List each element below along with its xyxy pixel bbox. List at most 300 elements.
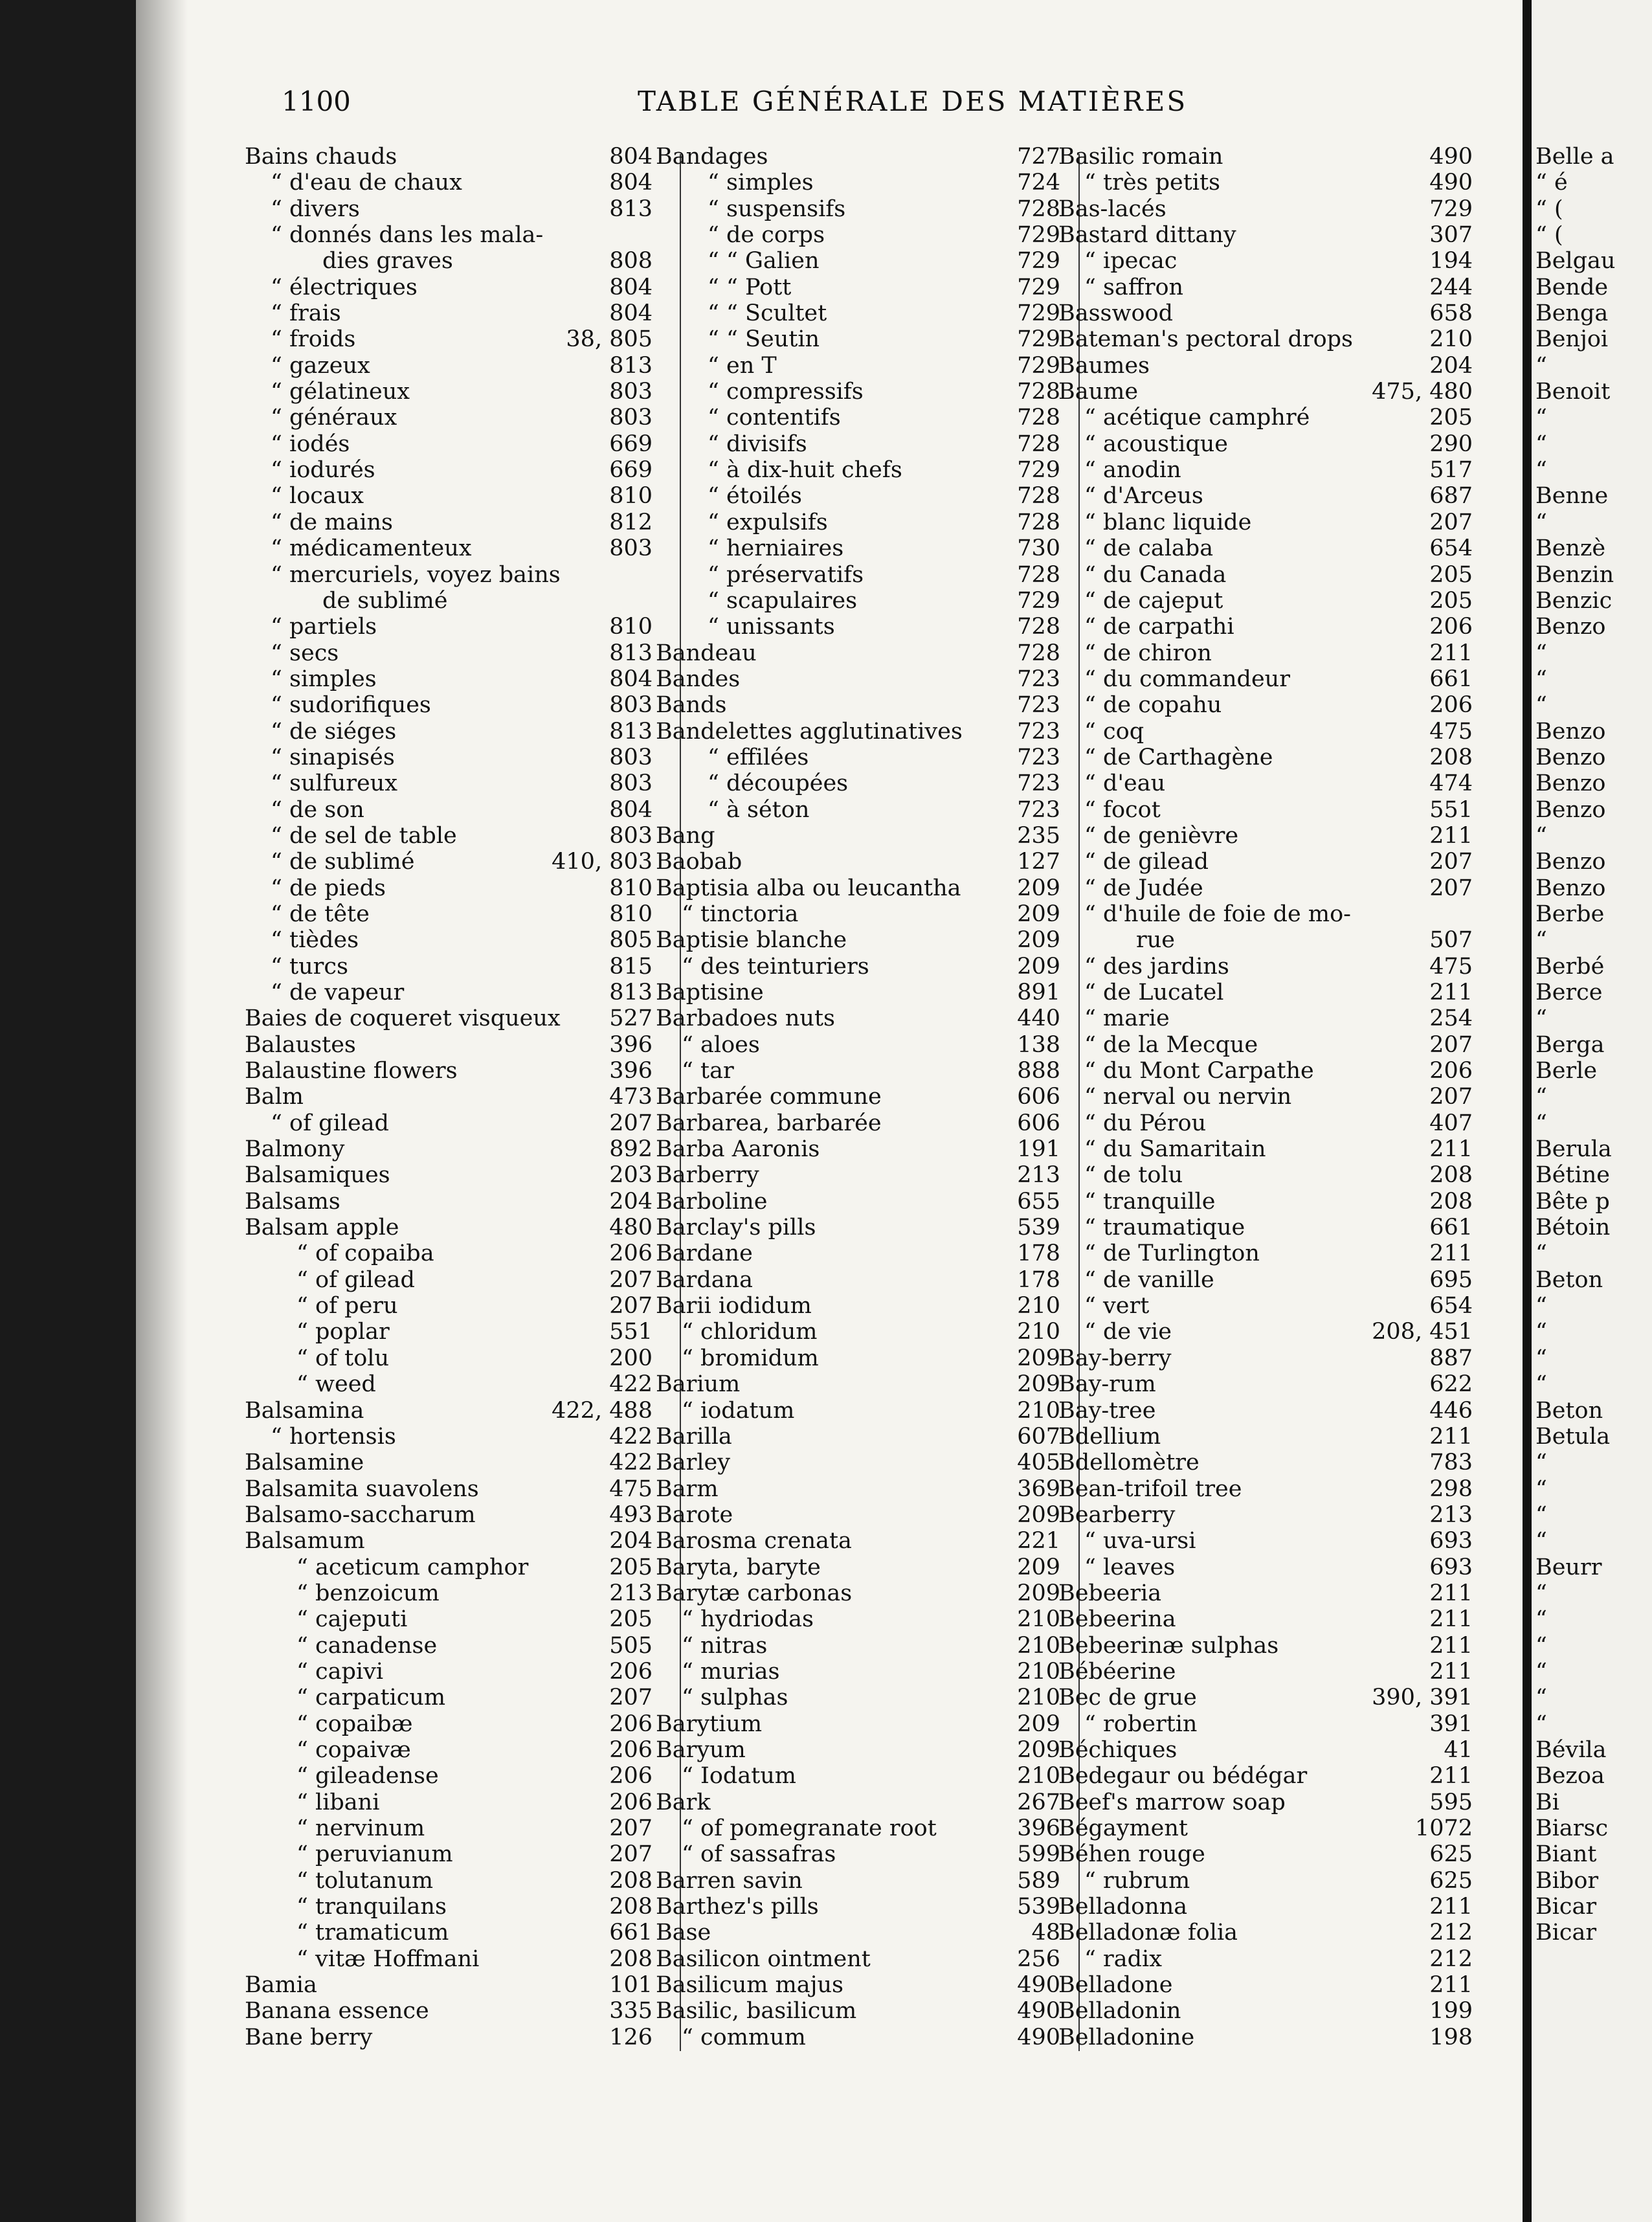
index-entry-term: “ de carpathi	[1084, 614, 1234, 640]
index-entry	[245, 379, 653, 405]
index-entry	[656, 1398, 1060, 1424]
index-entry	[245, 588, 653, 614]
index-entry	[245, 980, 653, 1005]
index-entry-term: “ très petits	[1084, 170, 1221, 196]
index-entry-pages: 804	[609, 796, 653, 823]
index-entry-pages: 198	[1429, 2024, 1473, 2050]
index-entry-pages: 209	[1017, 1371, 1060, 1398]
index-entry-term: “ du commandeur	[1084, 666, 1290, 692]
index-entry-pages: 207	[1429, 1031, 1473, 1058]
index-entry	[1058, 719, 1473, 745]
next-page-fragment: “	[1535, 1005, 1547, 1032]
index-entry-pages: 209	[1017, 875, 1060, 901]
index-entry-term: Balaustine flowers	[245, 1058, 458, 1084]
index-entry	[245, 1424, 653, 1450]
index-entry-pages: 207	[1429, 875, 1473, 901]
index-entry-pages: 208	[609, 1894, 653, 1920]
index-entry-term: Baume	[1058, 379, 1139, 405]
index-entry-term: “ libani	[296, 1789, 380, 1815]
index-entry	[245, 1215, 653, 1240]
next-page-fragment: Benzo	[1535, 718, 1606, 745]
next-page-fragment: Benzo	[1535, 796, 1606, 823]
index-entry-term: “ gileadense	[296, 1763, 439, 1790]
index-entry-term: “ turcs	[271, 953, 348, 980]
index-entry-term: “ tranquille	[1084, 1188, 1216, 1215]
index-entry	[1058, 1894, 1473, 1920]
index-entry-pages: 211	[1429, 1763, 1473, 1790]
next-page-fragment: “	[1535, 1658, 1547, 1685]
index-entry-term: “ canadense	[296, 1632, 438, 1659]
index-entry-pages: 475, 480	[1372, 379, 1473, 405]
index-entry-term: “ aceticum camphor	[296, 1554, 529, 1580]
index-entry-term: Bedegaur ou bédégar	[1058, 1763, 1308, 1790]
index-entry-pages: 810	[609, 614, 653, 640]
index-entry	[656, 1998, 1060, 2024]
next-page-fragment: Bezoa	[1535, 1763, 1605, 1790]
index-entry-pages: 235	[1017, 822, 1060, 849]
index-entry-term: “ de Carthagène	[1084, 744, 1273, 770]
index-entry-term: “ radix	[1084, 1946, 1162, 1972]
index-entry-pages: 589	[1017, 1867, 1060, 1894]
index-entry-term: Belladonine	[1058, 2024, 1195, 2050]
index-entry	[245, 431, 653, 457]
index-entry-pages: 207	[609, 1293, 653, 1319]
index-entry-term: Balsamita suavolens	[245, 1476, 479, 1502]
next-page-fragment: Beurr	[1535, 1554, 1602, 1580]
index-entry-pages: 490	[1429, 144, 1473, 170]
index-entry-pages: 729	[1429, 196, 1473, 222]
index-entry-pages: 729	[1017, 248, 1060, 275]
index-entry	[245, 562, 653, 588]
index-entry-pages: 493	[609, 1501, 653, 1528]
index-entry-pages: 199	[1429, 1998, 1473, 2025]
index-entry-pages: 210	[1429, 326, 1473, 353]
index-entry	[245, 1502, 653, 1528]
next-page-fragment: Biarsc	[1535, 1815, 1609, 1841]
index-entry-term: “ poplar	[296, 1319, 390, 1345]
index-entry	[656, 405, 1060, 431]
index-entry-term: “ du Canada	[1084, 561, 1227, 588]
index-entry-term: Bateman's pectoral drops	[1058, 326, 1354, 353]
index-entry	[1058, 901, 1473, 927]
index-entry-pages: 211	[1429, 1136, 1473, 1163]
index-entry-term: “ tolutanum	[296, 1867, 434, 1894]
index-entry	[656, 562, 1060, 588]
index-entry	[1058, 431, 1473, 457]
next-page-fragment: Bétine	[1535, 1162, 1610, 1189]
index-entry-term: Belladonin	[1058, 1998, 1181, 2025]
index-entry	[1058, 1293, 1473, 1319]
index-entry-term: “ de Judée	[1084, 875, 1203, 901]
index-entry-term: “ d'huile de foie de mo-	[1084, 901, 1351, 927]
index-entry	[1058, 1424, 1473, 1450]
index-entry	[656, 692, 1060, 718]
index-entry	[656, 1424, 1060, 1450]
index-entry-pages: 207	[1429, 849, 1473, 875]
index-entry	[1058, 927, 1473, 953]
index-entry-term: “ iodés	[271, 431, 350, 457]
index-entry-term: Béchiques	[1058, 1736, 1178, 1763]
index-entry-term: “ découpées	[708, 770, 849, 797]
index-entry-pages: 178	[1017, 1266, 1060, 1293]
index-entry-term: Balm	[245, 1084, 304, 1110]
index-entry	[1058, 770, 1473, 796]
index-entry	[245, 1998, 653, 2024]
index-entry	[1058, 1841, 1473, 1867]
next-page-fragment: “	[1535, 640, 1547, 666]
index-entry-term: “ frais	[271, 300, 341, 327]
index-entry	[245, 927, 653, 953]
index-entry-pages: 307	[1429, 222, 1473, 249]
index-entry	[245, 1398, 653, 1424]
index-entry-pages: 729	[1017, 274, 1060, 300]
index-entry-term: “ médicamenteux	[271, 535, 472, 562]
next-page-fragment: Bi	[1535, 1789, 1559, 1815]
next-page-fragment: “	[1535, 1319, 1547, 1345]
index-entry-term: “ de pieds	[271, 875, 386, 901]
index-entry	[1058, 1398, 1473, 1424]
index-entry-term: “ tar	[682, 1058, 734, 1084]
index-column-1	[245, 144, 653, 2050]
index-entry-pages: 221	[1017, 1528, 1060, 1554]
index-entry	[1058, 588, 1473, 614]
index-entry	[245, 326, 653, 352]
index-entry-pages: 207	[1429, 1084, 1473, 1110]
index-entry	[1058, 379, 1473, 405]
index-entry-term: Baies de coqueret visqueux	[245, 1005, 561, 1032]
index-entry-pages: 213	[1017, 1162, 1060, 1189]
index-entry	[1058, 1136, 1473, 1162]
index-entry	[656, 1815, 1060, 1841]
index-entry-term: “ copaivæ	[296, 1736, 411, 1763]
index-entry-term: Bearberry	[1058, 1501, 1176, 1528]
index-entry	[1058, 666, 1473, 692]
index-entry-term: “ coq	[1084, 718, 1144, 745]
index-entry-term: Bandelettes agglutinatives	[656, 718, 963, 745]
index-entry-pages: 126	[609, 2024, 653, 2050]
index-entry-term: “ traumatique	[1084, 1215, 1245, 1241]
next-page-fragment: Bête p	[1535, 1188, 1610, 1215]
index-entry-term: Bas-lacés	[1058, 196, 1166, 222]
index-entry-pages: 210	[1017, 1685, 1060, 1711]
index-entry	[245, 483, 653, 509]
index-entry-pages: 551	[609, 1319, 653, 1345]
index-entry	[245, 1267, 653, 1293]
index-entry-term: Béhen rouge	[1058, 1841, 1205, 1868]
next-page-fragment: “	[1535, 457, 1547, 484]
index-entry-term: Barosma crenata	[656, 1528, 852, 1554]
index-entry-pages: 208	[1429, 1162, 1473, 1189]
index-entry	[656, 379, 1060, 405]
index-entry	[245, 1058, 653, 1084]
index-entry-pages: 723	[1017, 718, 1060, 745]
index-entry-term: Bébéerine	[1058, 1658, 1176, 1685]
page-title: TABLE GÉNÉRALE DES MATIÈRES	[638, 85, 1188, 117]
index-entry-term: “ d'Arceus	[1084, 483, 1203, 510]
index-entry-term: “ électriques	[271, 274, 418, 300]
index-entry	[245, 1894, 653, 1920]
index-entry-term: dies graves	[322, 248, 453, 275]
index-entry	[1058, 1868, 1473, 1894]
index-entry-pages: 803	[609, 744, 653, 770]
index-entry-term: Balsamina	[245, 1397, 364, 1424]
next-page-fragment: Beton	[1535, 1397, 1603, 1424]
index-entry-pages: 803	[609, 535, 653, 562]
index-entry-pages: 209	[1017, 1711, 1060, 1737]
index-entry-term: “ de calaba	[1084, 535, 1214, 562]
index-entry-term: “ simples	[271, 666, 377, 692]
index-entry	[656, 1110, 1060, 1136]
index-entry	[1058, 405, 1473, 431]
index-entry	[245, 196, 653, 222]
index-entry-pages: 815	[609, 953, 653, 980]
index-entry-pages: 407	[1429, 1110, 1473, 1136]
index-entry	[656, 954, 1060, 980]
index-entry	[245, 1084, 653, 1110]
index-entry-pages: 369	[1017, 1476, 1060, 1502]
index-entry	[245, 719, 653, 745]
index-entry	[1058, 275, 1473, 300]
index-entry-pages: 38, 805	[566, 326, 653, 353]
index-entry-pages: 723	[1017, 796, 1060, 823]
index-entry	[656, 1005, 1060, 1031]
index-entry-pages: 891	[1017, 980, 1060, 1005]
index-entry-pages: 783	[1429, 1450, 1473, 1476]
page-divider	[1523, 0, 1532, 2222]
index-entry-term: “ benzoicum	[296, 1580, 440, 1606]
index-entry-term: Bdellomètre	[1058, 1450, 1200, 1476]
index-entry	[245, 353, 653, 379]
index-entry-term: “ de corps	[708, 222, 825, 249]
index-entry	[656, 1189, 1060, 1215]
index-entry-pages: 211	[1429, 1606, 1473, 1633]
index-entry	[656, 457, 1060, 483]
index-entry	[245, 1189, 653, 1215]
index-entry-term: “ marie	[1084, 1005, 1170, 1032]
index-entry-term: “ sudorifiques	[271, 692, 431, 719]
index-entry-pages: 728	[1017, 405, 1060, 431]
index-entry	[245, 275, 653, 300]
index-entry	[245, 954, 653, 980]
index-entry	[656, 901, 1060, 927]
index-entry-pages: 211	[1429, 980, 1473, 1005]
index-entry	[656, 431, 1060, 457]
index-entry-pages: 207	[609, 1841, 653, 1868]
index-entry-term: “ “ Seutin	[708, 326, 820, 353]
index-entry	[245, 510, 653, 535]
index-entry	[1058, 300, 1473, 326]
index-entry	[656, 222, 1060, 248]
index-entry-pages: 200	[609, 1345, 653, 1371]
index-entry-term: “ chloridum	[682, 1319, 818, 1345]
index-entry	[245, 797, 653, 823]
index-entry-term: “ of sassafras	[682, 1841, 836, 1868]
next-page-fragment: Benjoi	[1535, 326, 1609, 353]
index-entry-pages: 606	[1017, 1084, 1060, 1110]
index-entry-pages: 654	[1429, 535, 1473, 562]
index-entry-pages: 422	[609, 1450, 653, 1476]
index-entry	[1058, 954, 1473, 980]
index-entry	[245, 614, 653, 640]
index-entry-term: de sublimé	[322, 587, 448, 614]
index-entry	[245, 1293, 653, 1319]
index-entry-term: “ d'eau	[1084, 770, 1166, 797]
index-entry	[656, 1711, 1060, 1737]
index-entry-pages: 290	[1429, 431, 1473, 457]
index-entry	[1058, 457, 1473, 483]
index-entry	[245, 1790, 653, 1815]
index-entry-term: Balsamine	[245, 1450, 364, 1476]
index-entry-term: “ nerval ou nervin	[1084, 1084, 1292, 1110]
index-entry-pages: 661	[1429, 666, 1473, 692]
index-entry	[1058, 1633, 1473, 1659]
index-entry-pages: 211	[1429, 1894, 1473, 1920]
index-entry-pages: 205	[1429, 561, 1473, 588]
index-entry-pages: 211	[1429, 1240, 1473, 1267]
index-entry	[245, 1032, 653, 1058]
index-entry-pages: 658	[1429, 300, 1473, 327]
index-entry-pages: 599	[1017, 1841, 1060, 1868]
index-entry	[1058, 1371, 1473, 1397]
index-entry-term: Balsamiques	[245, 1162, 390, 1189]
index-entry	[656, 588, 1060, 614]
index-entry-pages: 256	[1017, 1946, 1060, 1972]
index-entry	[245, 1868, 653, 1894]
next-page-fragment: Belgau	[1535, 248, 1616, 275]
index-entry	[245, 1815, 653, 1841]
index-entry	[656, 1476, 1060, 1502]
index-entry	[656, 1868, 1060, 1894]
index-entry-term: “ de Turlington	[1084, 1240, 1260, 1267]
index-entry-term: “ of pomegranate root	[682, 1815, 937, 1841]
index-entry	[1058, 1476, 1473, 1502]
index-entry-term: Basilic romain	[1058, 144, 1223, 170]
index-entry-pages: 723	[1017, 666, 1060, 692]
index-entry-term: Balsam apple	[245, 1215, 399, 1241]
index-entry-pages: 804	[609, 170, 653, 196]
index-entry-term: “ sinapisés	[271, 744, 395, 770]
index-entry-term: Balsamum	[245, 1528, 365, 1554]
index-entry-pages: 728	[1017, 379, 1060, 405]
index-entry	[1058, 144, 1473, 170]
index-entry	[245, 405, 653, 431]
index-entry	[656, 1554, 1060, 1580]
next-page-edge	[1532, 0, 1652, 2222]
index-entry-term: “ froids	[271, 326, 356, 353]
index-entry-term: “ tramaticum	[296, 1920, 449, 1946]
index-entry-pages: 723	[1017, 770, 1060, 797]
index-entry	[1058, 1215, 1473, 1240]
index-entry-pages: 723	[1017, 692, 1060, 719]
index-entry-pages: 655	[1017, 1188, 1060, 1215]
index-entry	[1058, 875, 1473, 901]
next-page-fragment: “	[1535, 1371, 1547, 1398]
index-entry-term: “ de sel de table	[271, 822, 457, 849]
index-entry-pages: 813	[609, 718, 653, 745]
index-entry-pages: 205	[1429, 405, 1473, 431]
index-entry-pages: 208, 451	[1372, 1319, 1473, 1345]
index-entry	[245, 222, 653, 248]
index-entry	[1058, 1162, 1473, 1188]
index-entry-term: “ unissants	[708, 614, 835, 640]
index-entry-term: “ “ Scultet	[708, 300, 827, 327]
index-entry	[1058, 1005, 1473, 1031]
index-entry	[1058, 1345, 1473, 1371]
index-entry-pages: 206	[1429, 614, 1473, 640]
index-entry-term: “ divers	[271, 196, 360, 222]
index-entry-pages: 396	[609, 1031, 653, 1058]
index-entry-term: Bebeeria	[1058, 1580, 1162, 1606]
index-entry	[1058, 510, 1473, 535]
index-entry-term: Basilic, basilicum	[656, 1998, 857, 2025]
index-entry-term: “ sulphas	[682, 1685, 788, 1711]
index-entry-pages: 206	[1429, 692, 1473, 719]
index-entry	[656, 666, 1060, 692]
next-page-fragment: Berle	[1535, 1058, 1598, 1084]
index-entry-pages: 205	[1429, 587, 1473, 614]
index-entry	[245, 1110, 653, 1136]
index-entry-term: Baptisia alba ou leucantha	[656, 875, 961, 901]
index-entry	[1058, 1711, 1473, 1737]
index-entry-term: Belladonæ folia	[1058, 1920, 1238, 1946]
index-entry-pages: 206	[1429, 1058, 1473, 1084]
index-entry-pages: 810	[609, 483, 653, 510]
index-entry-pages: 724	[1017, 170, 1060, 196]
index-entry	[656, 823, 1060, 849]
index-entry-term: “ “ Galien	[708, 248, 820, 275]
index-entry	[245, 770, 653, 796]
index-entry-term: “ acétique camphré	[1084, 405, 1310, 431]
index-entry-pages: 48	[1031, 1920, 1060, 1946]
next-page-fragment: “	[1535, 1606, 1547, 1633]
index-entry-term: “ sulfureux	[271, 770, 397, 797]
index-entry	[1058, 1763, 1473, 1789]
index-entry-pages: 207	[609, 1685, 653, 1711]
index-entry-pages: 213	[1429, 1501, 1473, 1528]
next-page-fragment: Benzo	[1535, 614, 1606, 640]
index-entry-pages: 728	[1017, 196, 1060, 222]
index-entry-term: “ des teinturiers	[682, 953, 869, 980]
next-page-fragment: “	[1535, 1711, 1547, 1737]
index-entry	[656, 1371, 1060, 1397]
index-entry	[1058, 980, 1473, 1005]
next-page-fragment: “ é	[1535, 170, 1568, 196]
index-entry-pages: 887	[1429, 1345, 1473, 1371]
index-entry	[245, 1345, 653, 1371]
index-entry	[656, 196, 1060, 222]
next-page-fragment: “	[1535, 405, 1547, 431]
index-entry	[656, 1058, 1060, 1084]
index-entry-term: “ focot	[1084, 796, 1161, 823]
index-entry-pages: 810	[609, 901, 653, 927]
index-entry-pages: 813	[609, 352, 653, 379]
index-entry-pages: 210	[1017, 1397, 1060, 1424]
index-entry	[656, 849, 1060, 875]
next-page-fragment: Betula	[1535, 1423, 1611, 1450]
index-entry-pages: 625	[1429, 1867, 1473, 1894]
index-entry	[1058, 1058, 1473, 1084]
next-page-fragment: Bende	[1535, 274, 1609, 300]
index-entry-term: “ contentifs	[708, 405, 841, 431]
index-entry-term: “ nervinum	[296, 1815, 425, 1841]
index-entry-pages: 209	[1017, 1501, 1060, 1528]
index-entry-pages: 803	[609, 822, 653, 849]
index-entry-term: Basilicon ointment	[656, 1946, 871, 1972]
index-entry	[656, 1894, 1060, 1920]
index-entry	[656, 1790, 1060, 1815]
index-entry-term: Barbadoes nuts	[656, 1005, 835, 1032]
index-entry-term: “ de tête	[271, 901, 370, 927]
